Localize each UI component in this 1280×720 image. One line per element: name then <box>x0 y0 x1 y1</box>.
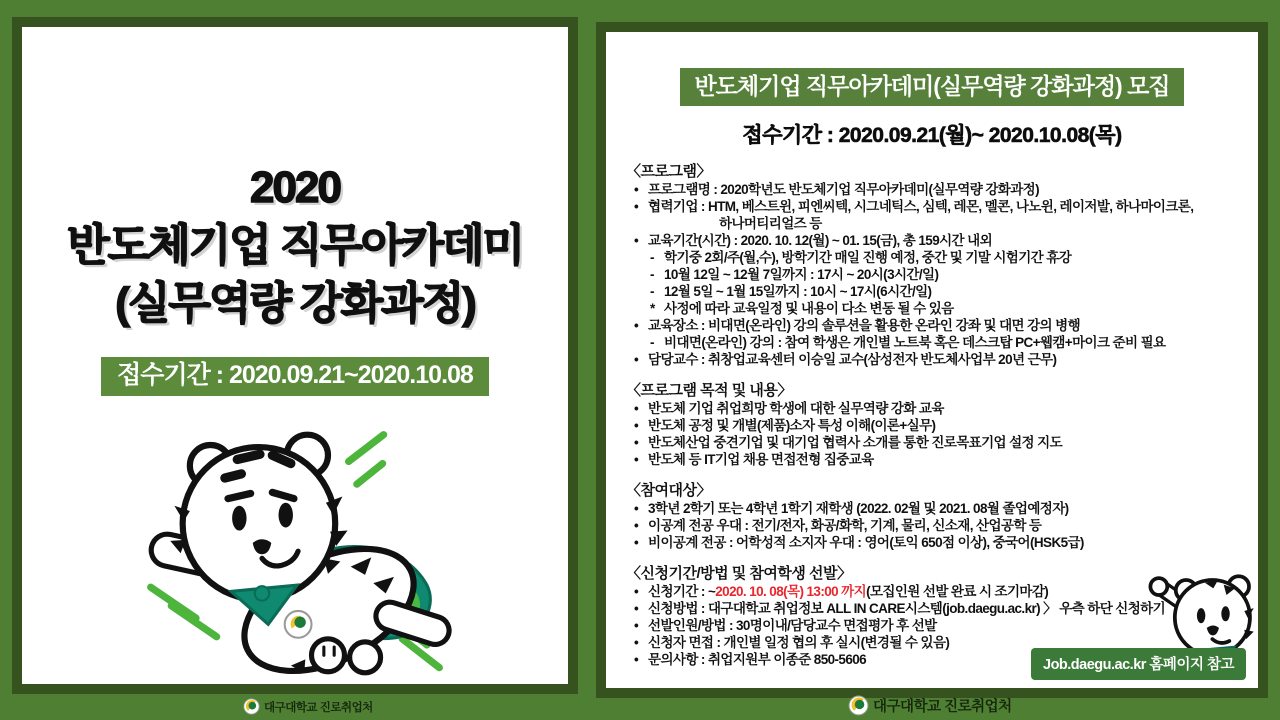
line-text: 이공계 전공 우대 : 전기/전자, 화공/화학, 기계, 물리, 신소재, 산업공학 등 <box>648 518 1042 533</box>
tiger-eye <box>232 506 246 531</box>
line-text: 신청자 면접 : 개인별 일정 협의 후 실시(변경될 수 있음) <box>648 635 950 650</box>
line-text: 반도체 기업 취업희망 학생에 대한 실무역량 강화 교육 <box>648 401 944 416</box>
poster-title-line3: (실무역량 강화과정) <box>115 279 475 328</box>
section-title: 〈프로그램 목적 및 내용〉 <box>626 382 792 399</box>
content-line <box>626 451 1242 468</box>
bullet-marker: • <box>634 318 639 333</box>
content-line <box>626 517 1242 534</box>
bullet-marker: • <box>634 452 639 467</box>
flying-tiger-mascot <box>130 412 460 685</box>
content-line <box>626 334 1242 351</box>
line-text: 반도체 공정 및 개별(제품)소자 특성 이해(이론+실무) <box>648 418 936 433</box>
content-line <box>626 534 1242 551</box>
left-poster-panel <box>12 17 578 694</box>
line-text: 학기중 2회/주(월,수), 방학기간 매일 진행 예정, 중간 및 기말 시험기간 휴강 <box>664 250 1072 265</box>
content-line <box>626 198 1242 215</box>
line-text: 협력기업 : HTM, 베스트윈, 피엔씨텍, 시그네틱스, 심텍, 레몬, 멜콘, 나노윈, 레이저발, 하나마이크론, <box>648 199 1194 214</box>
content-line <box>626 283 1242 300</box>
footer-right <box>848 695 1012 716</box>
content-line <box>626 215 1242 232</box>
line-text: 담당교수 : 취창업교육센터 이승일 교수(삼성전자 반도체사업부 20년 근무) <box>648 352 1057 367</box>
section <box>626 381 1242 468</box>
line-text: 하나머티리얼즈 등 <box>719 216 822 231</box>
bullet-marker: • <box>634 233 639 248</box>
bullet-marker: • <box>634 401 639 416</box>
application-period-line: 접수기간 : 2020.09.21(월)~ 2020.10.08(목) <box>742 124 1122 147</box>
content-line <box>626 181 1242 198</box>
bullet-marker: • <box>634 352 639 367</box>
footer-left <box>243 698 373 715</box>
line-text: 교육장소 : 비대면(온라인) 강의 솔루션을 활용한 온라인 강좌 및 대면 강의 병행 <box>648 318 1081 333</box>
tiger-head <box>1175 580 1250 655</box>
content-line <box>626 434 1242 451</box>
tiger-head <box>183 447 336 600</box>
line-text: 교육기간(시간) : 2020. 10. 12(월) ~ 01. 15(금), 총 159시간 내외 <box>648 233 993 248</box>
line-text: 10월 12일 ~ 12월 7일까지 : 17시 ~ 20시(3시간/일) <box>664 267 939 282</box>
homepage-badge: Job.daegu.ac.kr 홈페이지 참고 <box>1031 648 1246 680</box>
section-title: 〈프로그램〉 <box>626 163 711 180</box>
tiger-eye <box>1221 606 1229 621</box>
section <box>626 162 1242 368</box>
line-text: 사정에 따라 교육일정 및 내용이 다소 변동 될 수 있음 <box>664 301 954 316</box>
poster-title-line2: 반도체기업 직무아카데미 <box>67 221 523 270</box>
section <box>626 481 1242 551</box>
chest-emblem-icon <box>285 611 312 638</box>
flying-tiger-illustration <box>130 412 460 680</box>
content-line <box>626 400 1242 417</box>
bullet-marker: • <box>634 652 639 667</box>
footer-right-label: 대구대학교 진로취업처 <box>873 699 1012 715</box>
bullet-marker: • <box>634 518 639 533</box>
line-text: (모집인원 선발 완료 시 조기마감) <box>866 584 1049 599</box>
line-text: 선발인원/방법 : 30명이내/담당교수 면접평가 후 선발 <box>648 618 937 633</box>
bullet-marker: - <box>650 335 654 350</box>
university-logo-icon <box>848 695 869 716</box>
content-line <box>626 417 1242 434</box>
application-period-banner: 접수기간 : 2020.09.21~2020.10.08 <box>101 357 489 396</box>
content-line <box>626 351 1242 368</box>
bullet-marker: - <box>650 284 654 299</box>
deadline-highlight: 2020. 10. 08(목) 13:00 까지 <box>715 584 867 599</box>
poster-title-line1: 2020 <box>250 163 340 212</box>
section-title: 〈참여대상〉 <box>626 482 711 499</box>
content-line <box>626 249 1242 266</box>
poster-title <box>22 159 568 333</box>
recruitment-header-band: 반도체기업 직무아카데미(실무역량 강화과정) 모집 <box>680 68 1183 106</box>
university-logo-icon <box>243 698 260 715</box>
line-text: 비대면(온라인) 강의 : 참여 학생은 개인별 노트북 혹은 데스크탑 PC+웹캠+마이크 준비 필요 <box>664 335 1166 350</box>
bullet-marker: • <box>634 601 639 616</box>
bullet-marker: • <box>634 418 639 433</box>
line-text: 신청방법 : 대구대학교 취업정보 ALL IN CARE시스템(job.daegu.ac.kr) 〉 우측 하단 신청하기 <box>648 601 1166 616</box>
line-text: 3학년 2학기 또는 4학년 1학기 재학생 (2022. 02월 및 2021. 08월 졸업예정자) <box>648 501 1069 516</box>
footer-left-label: 대구대학교 진로취업처 <box>264 701 373 714</box>
hind-leg <box>390 616 435 630</box>
bullet-marker: • <box>634 199 639 214</box>
bullet-marker: • <box>634 435 639 450</box>
line-text: 신청기간 : ~ <box>648 584 716 599</box>
content-line <box>626 317 1242 334</box>
line-text: 문의사항 : 취업지원부 이종준 850-5606 <box>648 652 867 667</box>
line-text: 12월 5일 ~ 1월 15일까지 : 10시 ~ 17시(6시간/일) <box>664 284 932 299</box>
line-text: 비이공계 전공 : 어학성적 소지자 우대 : 영어(토익 650점 이상), 중국어(HSK5급) <box>648 535 1084 550</box>
line-text: 반도체산업 중견기업 및 대기업 협력사 소개를 통한 진로목표기업 설정 지도 <box>648 435 1063 450</box>
bullet-marker: • <box>634 501 639 516</box>
bullet-marker: • <box>634 584 639 599</box>
section-title: 〈신청기간/방법 및 참여학생 선발〉 <box>626 565 852 582</box>
bullet-marker: * <box>650 301 655 316</box>
right-info-panel <box>596 22 1268 698</box>
bullet-marker: • <box>634 182 639 197</box>
bullet-marker: - <box>650 267 654 282</box>
line-text: 반도체 등 IT기업 채용 면접전형 집중교육 <box>648 452 874 467</box>
tiger-eye <box>279 503 293 528</box>
line-text: 프로그램명 : 2020학년도 반도체기업 직무아카데미(실무역량 강화과정) <box>648 182 1039 197</box>
bullet-marker: • <box>634 635 639 650</box>
content-line <box>626 300 1242 317</box>
bullet-marker: • <box>634 535 639 550</box>
bullet-marker: - <box>650 250 654 265</box>
content-line <box>626 232 1242 249</box>
tiger-eye <box>1197 608 1205 623</box>
bullet-marker: • <box>634 618 639 633</box>
content-line <box>626 500 1242 517</box>
content-line <box>626 266 1242 283</box>
